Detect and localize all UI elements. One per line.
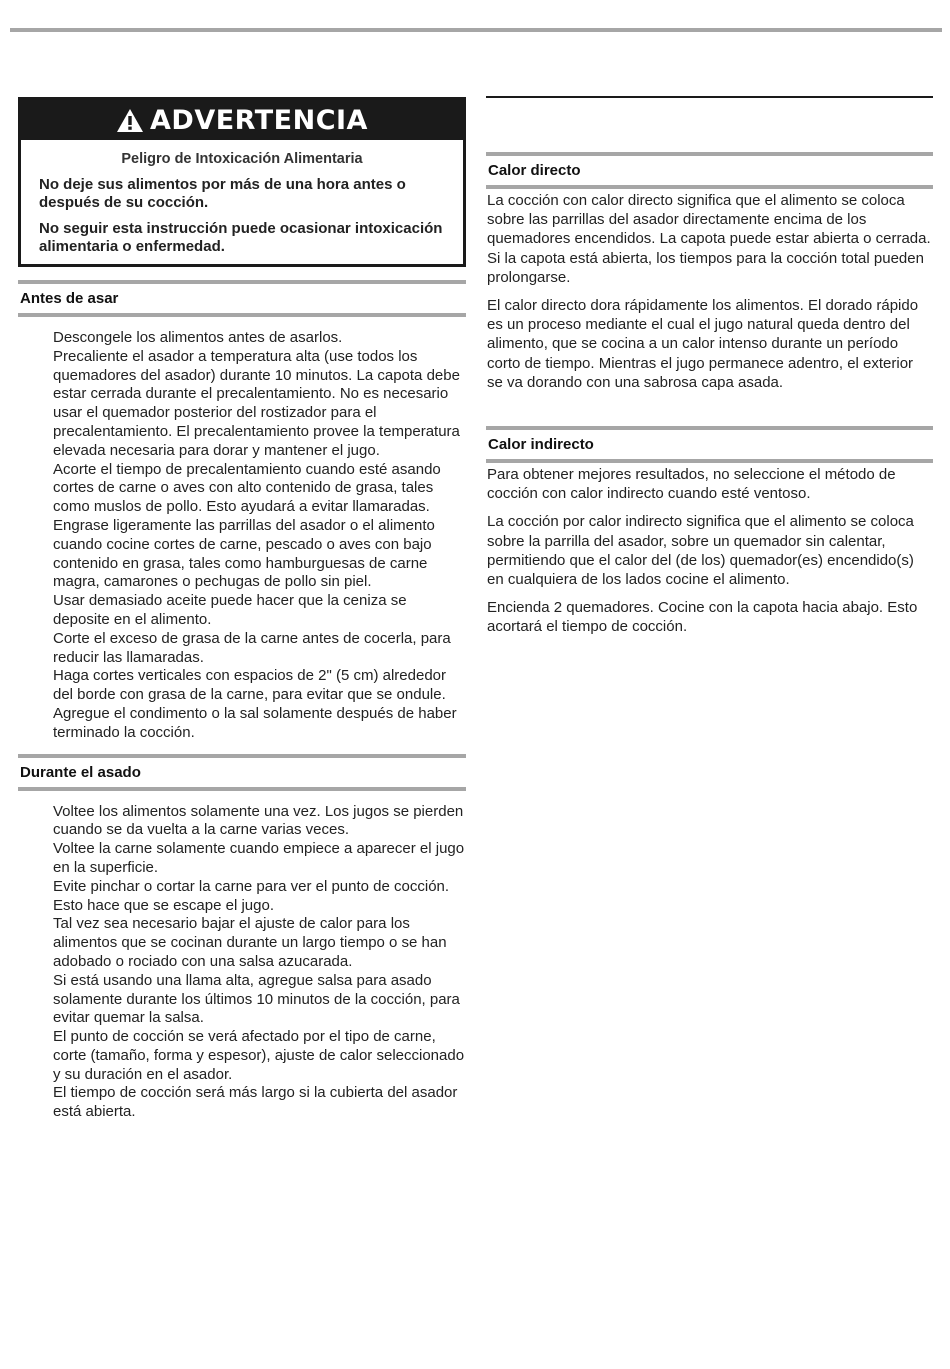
section-title: Antes de asar xyxy=(20,290,119,307)
antes-list xyxy=(18,329,466,743)
list-item: Voltee los alimentos solamente una vez. Los jugos se pierden cuando se da vuelta a la carne varias veces. xyxy=(53,802,464,839)
list-item: Descongele los alimentos antes de asarlos. xyxy=(53,329,343,346)
list-item: Acorte el tiempo de precalentamiento cuando esté asando cortes de carne o aves con alto contenido de grasa, tales como muslos de pollo. Esto ayudará a evitar llamaradas. xyxy=(53,460,441,516)
section-header-durante xyxy=(18,754,466,791)
list-item: Usar demasiado aceite puede hacer que la ceniza se deposite en el alimento. xyxy=(53,592,407,628)
list-item: El punto de cocción se verá afectado por el tipo de carne, corte (tamaño, forma y espesor), ajuste de calor seleccionado y su duración en el asador. xyxy=(53,1028,465,1083)
list-item: Tal vez sea necesario bajar el ajuste de calor para los alimentos que se cocinan durante un largo tiempo o se han adobado o rociado con una salsa azucarada. xyxy=(53,915,447,970)
section-title: Calor directo xyxy=(488,162,581,179)
warning-line: No seguir esta instrucción puede ocasionar intoxicación alimentaria o enfermedad. xyxy=(39,220,443,255)
indirecto-body xyxy=(487,465,933,637)
paragraph: La cocción por calor indirecto significa que el alimento se coloca sobre la parrilla del asador, sobre un quemador sin calentar, permitiendo que el calor del (de los) quemador(es) encendido(s) en cualquiera de los lados cocine el alimento. xyxy=(487,513,914,589)
list-item: Precaliente el asador a temperatura alta (use todos los quemadores del asador) durante 10 minutos. La capota debe estar cerrada durante el precalentamiento. No es necesario usar el quemador posterior del rostizador para el precalentamiento. El precalentamiento provee la temperatura elevada necesaria para dorar y mantener el jugo. xyxy=(53,347,460,459)
list-item: Voltee la carne solamente cuando empiece a aparecer el jugo en la superficie. xyxy=(53,840,465,876)
paragraph: El calor directo dora rápidamente los alimentos. El dorado rápido es un proceso mediante el cual el jugo natural queda dentro del alimento, que se cocina a un calor intenso durante un período corto de tiempo. Mientras el jugo permanece adentro, el exterior se va dorando con una sabrosa capa asada. xyxy=(487,297,919,391)
list-item: Evite pinchar o cortar la carne para ver el punto de cocción. Esto hace que se escape el jugo. xyxy=(53,877,450,914)
section-header-directo xyxy=(486,152,933,189)
list-item: Si está usando una llama alta, agregue salsa para asado solamente durante los últimos 10 minutos de la cocción, para evitar quemar la salsa. xyxy=(53,971,460,1027)
list-item: Engrase ligeramente las parrillas del asador o el alimento cuando cocine cortes de carne, pescado o aves con bajo contenido en grasa, tales como hamburguesas de carne magra, camarones o pechugas de pollo sin piel. xyxy=(53,516,435,591)
durante-list xyxy=(18,803,466,1123)
paragraph: Para obtener mejores resultados, no seleccione el método de cocción con calor indirecto cuando esté ventoso. xyxy=(487,466,896,503)
list-item: Haga cortes verticales con espacios de 2" (5 cm) alrededor del borde con grasa de la carne, para evitar que se ondule. xyxy=(53,667,447,704)
warning-body xyxy=(21,140,463,256)
directo-body xyxy=(487,191,933,392)
warning-line: No deje sus alimentos por más de una hora antes o después de su cocción. xyxy=(39,176,406,211)
right-top-rule xyxy=(486,96,933,98)
page-top-rule xyxy=(10,28,942,32)
list-item: Corte el exceso de grasa de la carne antes de cocerla, para reducir las llamaradas. xyxy=(53,629,451,666)
warning-triangle-icon xyxy=(116,108,144,133)
section-title: Durante el asado xyxy=(20,763,141,781)
warning-header xyxy=(21,100,463,140)
warning-title: ADVERTENCIA xyxy=(150,104,368,136)
list-item: Agregue el condimento o la sal solamente después de haber terminado la cocción. xyxy=(53,704,457,741)
warning-box xyxy=(18,97,466,267)
paragraph: Encienda 2 quemadores. Cocine con la capota hacia abajo. Esto acortará el tiempo de cocción. xyxy=(487,599,918,636)
warning-subtitle: Peligro de Intoxicación Alimentaria xyxy=(121,151,363,167)
section-header-indirecto xyxy=(486,426,933,463)
left-column xyxy=(18,97,466,1122)
section-title: Calor indirecto xyxy=(488,436,594,453)
section-header-antes xyxy=(18,280,466,317)
list-item: El tiempo de cocción será más largo si la cubierta del asador está abierta. xyxy=(53,1084,458,1121)
paragraph: La cocción con calor directo significa que el alimento se coloca sobre las parrillas del asador directamente encima de los quemadores encendidos. La capota puede estar abierta o cerrada. Si la capota está abierta, los tiempos para la cocción total pueden prolongarse. xyxy=(487,192,931,286)
